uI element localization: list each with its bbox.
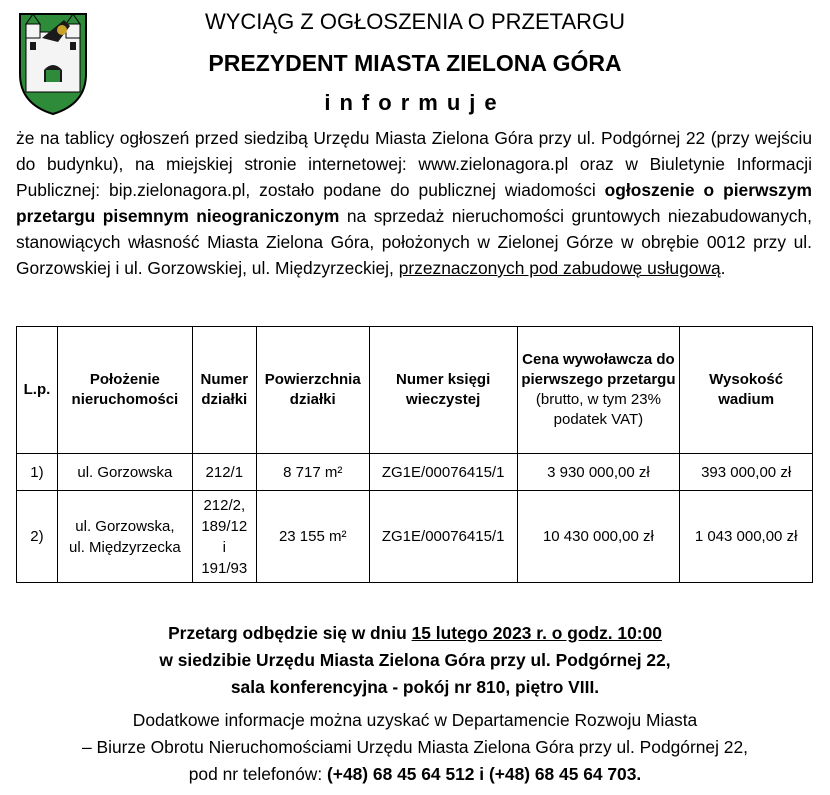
paragraph-end: . (720, 258, 726, 278)
plot-line: 191/93 (201, 559, 248, 577)
cell-location (57, 491, 192, 583)
phone-numbers: (+48) 68 45 64 512 i (+48) 68 45 64 703. (327, 764, 642, 784)
location-line: ul. Międzyrzecka (69, 538, 181, 556)
table-row (17, 454, 813, 491)
cell-plot (192, 491, 256, 583)
informs-heading: informuje (324, 90, 506, 115)
info-line-1: Dodatkowe informacje można uzyskać w Departamencie Rozwoju Miasta (132, 710, 698, 730)
header-deposit: Wysokość wadium (680, 327, 813, 454)
document-title: WYCIĄG Z OGŁOSZENIA O PRZETARGU (204, 9, 626, 34)
issuer-title: PREZYDENT MIASTA ZIELONA GÓRA (208, 50, 622, 76)
cell-price: 10 430 000,00 zł (517, 491, 680, 583)
footer-block (0, 620, 830, 788)
table-row (17, 491, 813, 583)
cell-location: ul. Gorzowska (57, 454, 192, 491)
paragraph-text-1: że na tablicy ogłoszeń przed siedzibą Urzędu Miasta Zielona Góra przy ul. Podgórnej 22 (przy wejściu do budynku), na miejskiej stronie internetowej: www.zielonagora.pl oraz w Biuletynie Informacji Publicznej: bip.zielonagora.pl, zostało podane do publicznej wiadomości (16, 128, 812, 200)
phone-prefix: pod nr telefonów: (188, 764, 327, 784)
cell-plot: 212/1 (192, 454, 256, 491)
location-line: ul. Gorzowska, (75, 517, 175, 535)
header-price-label: Cena wywoławcza do pierwszego przetargu (521, 351, 676, 388)
property-table (16, 326, 813, 583)
auction-venue-line: w siedzibie Urzędu Miasta Zielona Góra przy ul. Podgórnej 22, (159, 650, 671, 670)
header-price-note: (brutto, w tym 23% podatek VAT) (535, 391, 661, 428)
cell-register: ZG1E/00076415/1 (369, 454, 517, 491)
auction-date-prefix: Przetarg odbędzie się w dniu (168, 623, 412, 643)
auction-date: 15 lutego 2023 r. o godz. 10:00 (411, 623, 662, 643)
plot-line: i (222, 538, 226, 556)
paragraph-underlined-phrase: przeznaczonych pod zabudowę usługową (398, 258, 721, 278)
cell-area: 23 155 m² (256, 491, 369, 583)
plot-line: 212/2, (203, 496, 246, 514)
cell-deposit: 393 000,00 zł (680, 454, 813, 491)
phone-line (0, 761, 830, 788)
auction-room-line: sala konferencyjna - pokój nr 810, piętro VIII. (230, 677, 600, 697)
cell-lp: 2) (17, 491, 58, 583)
header-price (517, 327, 680, 454)
header-lp: L.p. (17, 327, 58, 454)
auction-date-line (0, 620, 830, 647)
announcement-paragraph (16, 125, 812, 281)
plot-line: 189/12 (201, 517, 248, 535)
paragraph-text-2: na sprzedaż nieruchomości gruntowych niezabudowanych, stanowiących własność Miasta Zielona Góra, położonych w Zielonej Górze w obrębie 0012 przy ul. Gorzowskiej i ul. Gorzowskiej, ul. Międzyrzeckiej, (16, 206, 812, 278)
header-area: Powierzchnia działki (256, 327, 369, 454)
header-plot: Numer działki (192, 327, 256, 454)
cell-deposit: 1 043 000,00 zł (680, 491, 813, 583)
paragraph-bold-phrase: ogłoszenie o pierwszym przetargu pisemnym nieograniczonym (16, 180, 812, 226)
cell-lp: 1) (17, 454, 58, 491)
cell-register: ZG1E/00076415/1 (369, 491, 517, 583)
cell-area: 8 717 m² (256, 454, 369, 491)
city-coat-of-arms-icon (18, 12, 88, 116)
info-line-2: – Biurze Obrotu Nieruchomościami Urzędu Miasta Zielona Góra przy ul. Podgórnej 22, (82, 737, 748, 757)
header-register: Numer księgi wieczystej (369, 327, 517, 454)
header-location: Położenie nieruchomości (57, 327, 192, 454)
cell-price: 3 930 000,00 zł (517, 454, 680, 491)
table-header-row (17, 327, 813, 454)
